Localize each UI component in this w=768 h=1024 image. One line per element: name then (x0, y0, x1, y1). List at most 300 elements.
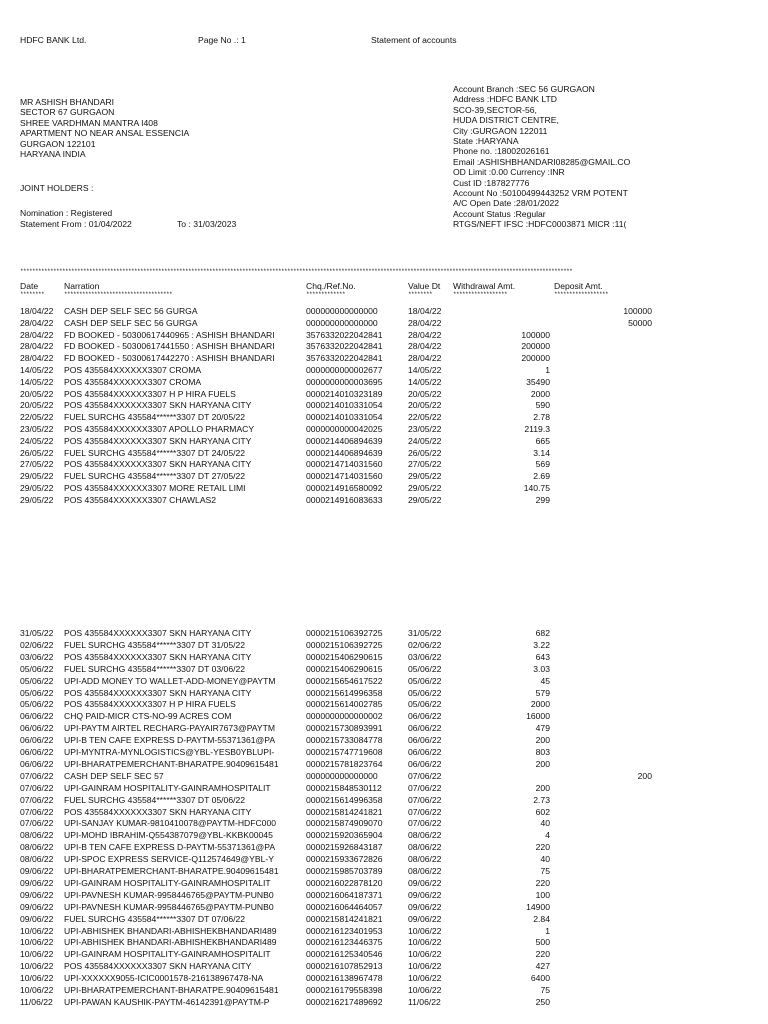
txn-value-date: 08/06/22 (408, 854, 442, 865)
txn-withdrawal: 569 (535, 459, 550, 470)
txn-ref: 0000214406894639 (306, 435, 383, 446)
table-row (0, 771, 768, 782)
txn-narration: POS 435584XXXXXX3307 CROMA (64, 365, 202, 375)
txn-value-date: 10/06/22 (408, 925, 442, 936)
branch-line: Address :HDFC BANK LTD (453, 94, 557, 105)
txn-date: 08/06/22 (20, 854, 54, 865)
txn-narration: POS 435584XXXXXX3307 SKN HARYANA CITY (64, 459, 252, 470)
table-row (0, 471, 768, 482)
branch-line: Account No :50100499443252 VRM POTENT (453, 188, 628, 199)
txn-ref: 0000215106392725 (306, 628, 383, 638)
txn-value-date: 24/05/22 (408, 435, 442, 446)
table-row (0, 448, 768, 459)
txn-date: 10/06/22 (20, 937, 54, 948)
table-row (0, 902, 768, 913)
txn-narration: CASH DEP SELF SEC 56 GURGA (64, 306, 198, 316)
txn-date: 18/04/22 (20, 306, 54, 316)
txn-narration: POS 435584XXXXXX3307 SKN HARYANA CITY (64, 961, 252, 972)
branch-line: RTGS/NEFT IFSC :HDFC0003871 MICR :11( (453, 219, 627, 230)
branch-line: Phone no. :18002026161 (453, 146, 550, 157)
table-row (0, 795, 768, 806)
txn-narration: UPI-PAWAN KAUSHIK-PAYTM-46142391@PAYTM-P (64, 996, 270, 1007)
txn-value-date: 09/06/22 (408, 889, 442, 900)
txn-withdrawal: 427 (535, 961, 550, 972)
txn-value-date: 29/05/22 (408, 494, 442, 505)
txn-date: 08/06/22 (20, 842, 54, 853)
txn-ref: 0000215733084778 (306, 735, 383, 746)
txn-date: 06/06/22 (20, 758, 54, 769)
txn-date: 29/05/22 (20, 494, 54, 505)
txn-date: 10/06/22 (20, 961, 54, 972)
txn-narration: FUEL SURCHG 435584******3307 DT 24/05/22 (64, 447, 246, 458)
txn-narration: CASH DEP SELF SEC 57 (64, 770, 164, 781)
txn-value-date: 08/06/22 (408, 866, 442, 876)
txn-ref: 0000215985703789 (306, 866, 383, 876)
header-withdrawal: Withdrawal Amt. (453, 281, 516, 291)
txn-withdrawal: 479 (535, 723, 550, 734)
txn-narration: UPI-ADD MONEY TO WALLET-ADD-MONEY@PAYTM (64, 675, 276, 686)
txn-ref: 0000216217489692 (306, 996, 383, 1007)
txn-date: 06/06/22 (20, 747, 54, 757)
table-row (0, 890, 768, 901)
txn-value-date: 20/05/22 (408, 388, 442, 399)
txn-value-date: 05/06/22 (408, 663, 442, 674)
customer-line: GURGAON 122101 (20, 138, 96, 149)
txn-ref: 0000216138967478 (306, 973, 383, 984)
txn-ref: 0000216179558398 (306, 985, 383, 995)
txn-date: 20/05/22 (20, 388, 54, 399)
txn-narration: POS 435584XXXXXX3307 CHAWLAS2 (64, 494, 217, 505)
txn-narration: UPI-SANJAY KUMAR-9810410078@PAYTM-HDFC000 (64, 818, 277, 829)
customer-line: SECTOR 67 GURGAON (20, 107, 115, 118)
table-row (0, 747, 768, 758)
txn-date: 24/05/22 (20, 435, 54, 446)
branch-line: Cust ID :187827776 (453, 177, 530, 188)
txn-date: 27/05/22 (20, 459, 54, 470)
txn-narration: UPI-PAVNESH KUMAR-9958446765@PAYTM-PUNB0 (64, 889, 274, 900)
txn-withdrawal: 299 (535, 494, 550, 505)
txn-narration: POS 435584XXXXXX3307 SKN HARYANA CITY (64, 687, 252, 698)
txn-withdrawal: 1 (545, 925, 550, 936)
txn-value-date: 31/05/22 (408, 628, 442, 638)
txn-ref: 0000215106392725 (306, 639, 383, 650)
table-row (0, 412, 768, 423)
txn-value-date: 26/05/22 (408, 447, 442, 458)
txn-narration: FD BOOKED - 50300617441550 : ASHISH BHANDARI (64, 341, 275, 352)
txn-withdrawal: 16000 (526, 711, 550, 722)
header-value-date: Value Dt (408, 281, 441, 291)
txn-withdrawal: 200 (535, 735, 550, 746)
table-row (0, 676, 768, 687)
txn-withdrawal: 40 (540, 818, 550, 829)
txn-date: 14/05/22 (20, 376, 54, 387)
txn-withdrawal: 35490 (526, 376, 550, 387)
txn-ref: 0000216064464057 (306, 901, 383, 912)
table-row (0, 664, 768, 675)
txn-narration: POS 435584XXXXXX3307 SKN HARYANA CITY (64, 651, 252, 662)
txn-withdrawal: 4 (545, 830, 550, 841)
txn-value-date: 07/06/22 (408, 770, 442, 781)
table-row (0, 365, 768, 376)
txn-narration: POS 435584XXXXXX3307 MORE RETAIL LIMI (64, 483, 246, 493)
table-row (0, 483, 768, 494)
txn-date: 10/06/22 (20, 973, 54, 984)
txn-value-date: 07/06/22 (408, 806, 442, 817)
txn-withdrawal: 590 (535, 400, 550, 411)
table-row (0, 424, 768, 435)
txn-date: 29/05/22 (20, 483, 54, 493)
table-row (0, 830, 768, 841)
txn-withdrawal: 75 (540, 866, 550, 876)
txn-ref: 000000000000000 (306, 306, 378, 316)
txn-date: 05/06/22 (20, 687, 54, 698)
txn-value-date: 06/06/22 (408, 723, 442, 734)
txn-value-date: 14/05/22 (408, 376, 442, 387)
txn-ref: 0000215926843187 (306, 842, 383, 853)
txn-value-date: 09/06/22 (408, 877, 442, 888)
txn-withdrawal: 3.03 (533, 663, 550, 674)
txn-ref: 0000216125340546 (306, 949, 383, 960)
txn-date: 11/06/22 (20, 996, 53, 1007)
underline-deposit: ****************** (554, 291, 609, 298)
table-row (0, 436, 768, 447)
txn-narration: FUEL SURCHG 435584******3307 DT 07/06/22 (64, 913, 246, 924)
txn-date: 29/05/22 (20, 471, 54, 482)
txn-value-date: 10/06/22 (408, 961, 442, 972)
txn-ref: 0000215848530112 (306, 782, 382, 793)
txn-withdrawal: 40 (540, 854, 550, 865)
txn-date: 23/05/22 (20, 424, 54, 434)
txn-ref: 0000000000003695 (306, 376, 383, 387)
txn-value-date: 11/06/22 (408, 996, 441, 1007)
txn-value-date: 05/06/22 (408, 687, 442, 698)
table-row (0, 973, 768, 984)
txn-ref: 0000214010323189 (306, 388, 383, 399)
header-ref: Chq./Ref.No. (306, 281, 356, 291)
txn-value-date: 28/04/22 (408, 329, 442, 340)
table-row (0, 318, 768, 329)
txn-value-date: 07/06/22 (408, 782, 442, 793)
txn-value-date: 20/05/22 (408, 400, 442, 411)
txn-narration: POS 435584XXXXXX3307 SKN HARYANA CITY (64, 806, 252, 817)
txn-narration: UPI-PAVNESH KUMAR-9958446765@PAYTM-PUNB0 (64, 901, 274, 912)
table-row (0, 937, 768, 948)
table-row (0, 495, 768, 506)
txn-ref: 0000214916580092 (306, 483, 383, 493)
customer-line: HARYANA INDIA (20, 149, 86, 160)
txn-withdrawal: 2000 (530, 699, 550, 710)
txn-withdrawal: 75 (540, 985, 550, 995)
statement-from: Statement From : 01/04/2022 (20, 219, 132, 229)
txn-withdrawal: 2.78 (533, 412, 550, 423)
txn-date: 02/06/22 (20, 639, 54, 650)
table-row (0, 735, 768, 746)
txn-ref: 3576332022042841 (306, 353, 383, 364)
txn-ref: 000000000000000 (306, 317, 378, 328)
txn-withdrawal: 2.84 (533, 913, 550, 924)
txn-narration: UPI-ABHISHEK BHANDARI-ABHISHEKBHANDARI489 (64, 937, 277, 948)
table-row (0, 914, 768, 925)
table-row (0, 807, 768, 818)
txn-value-date: 05/06/22 (408, 699, 442, 710)
underline-withdrawal: ****************** (453, 291, 508, 298)
txn-withdrawal: 220 (535, 842, 550, 853)
txn-date: 10/06/22 (20, 925, 54, 936)
table-row (0, 652, 768, 663)
txn-narration: UPI-B TEN CAFE EXPRESS D-PAYTM-55371361@PA (64, 735, 276, 746)
txn-date: 08/06/22 (20, 830, 54, 841)
table-row (0, 985, 768, 996)
table-row (0, 866, 768, 877)
table-row (0, 400, 768, 411)
branch-line: Email :ASHISHBHANDARI08285@GMAIL.CO (453, 156, 631, 167)
txn-ref: 0000216107852913 (306, 961, 383, 972)
txn-withdrawal: 803 (535, 747, 550, 757)
txn-withdrawal: 200000 (521, 353, 550, 364)
underline-value-date: ******** (408, 291, 433, 298)
bank-name: HDFC BANK Ltd. (20, 35, 87, 45)
txn-narration: POS 435584XXXXXX3307 H P HIRA FUELS (64, 699, 236, 710)
txn-date: 06/06/22 (20, 735, 54, 746)
branch-line: OD Limit :0.00 Currency :INR (453, 167, 565, 178)
txn-date: 07/06/22 (20, 806, 54, 817)
txn-narration: UPI-PAYTM AIRTEL RECHARG-PAYAIR7673@PAYTM (64, 723, 276, 734)
table-row (0, 949, 768, 960)
table-row (0, 711, 768, 722)
branch-line: State :HARYANA (453, 136, 519, 147)
table-row (0, 961, 768, 972)
txn-withdrawal: 500 (535, 937, 550, 948)
txn-value-date: 10/06/22 (408, 937, 442, 948)
transactions-bottom (0, 628, 768, 1024)
txn-value-date: 10/06/22 (408, 973, 442, 984)
txn-narration: UPI-B TEN CAFE EXPRESS D-PAYTM-55371361@PA (64, 842, 276, 853)
txn-withdrawal: 200 (535, 758, 550, 769)
txn-value-date: 07/06/22 (408, 794, 442, 805)
txn-narration: UPI-MYNTRA-MYNLOGISTICS@YBL-YESB0YBLUPI- (64, 747, 275, 757)
txn-deposit: 100000 (623, 306, 652, 316)
txn-date: 31/05/22 (20, 628, 54, 638)
table-row (0, 341, 768, 352)
txn-ref: 0000214010331054 (306, 412, 383, 423)
txn-narration: POS 435584XXXXXX3307 CROMA (64, 376, 202, 387)
txn-withdrawal: 643 (535, 651, 550, 662)
txn-value-date: 08/06/22 (408, 830, 442, 841)
txn-ref: 3576332022042841 (306, 329, 383, 340)
txn-withdrawal: 100000 (521, 329, 550, 340)
table-row (0, 926, 768, 937)
txn-withdrawal: 3.22 (533, 639, 550, 650)
txn-narration: UPI-BHARATPEMERCHANT-BHARATPE.90409615481 (64, 866, 279, 876)
txn-withdrawal: 2000 (530, 388, 550, 399)
txn-date: 10/06/22 (20, 949, 54, 960)
header-date: Date (20, 281, 39, 291)
txn-narration: POS 435584XXXXXX3307 SKN HARYANA CITY (64, 400, 252, 411)
txn-withdrawal: 2119.3 (524, 424, 550, 434)
txn-value-date: 09/06/22 (408, 901, 442, 912)
txn-value-date: 09/06/22 (408, 913, 442, 924)
txn-date: 10/06/22 (20, 985, 54, 995)
txn-value-date: 06/06/22 (408, 711, 442, 722)
separator-line: **************************************************************************************************************************************************************************************** (20, 268, 573, 275)
txn-value-date: 29/05/22 (408, 483, 442, 493)
customer-address (20, 97, 320, 159)
branch-line: City :GURGAON 122011 (453, 125, 548, 136)
txn-narration: FD BOOKED - 50300617442270 : ASHISH BHANDARI (64, 353, 275, 364)
txn-date: 05/06/22 (20, 675, 54, 686)
txn-date: 28/04/22 (20, 329, 54, 340)
txn-date: 05/06/22 (20, 663, 54, 674)
customer-line: APARTMENT NO NEAR ANSAL ESSENCIA (20, 128, 190, 139)
txn-value-date: 07/06/22 (408, 818, 442, 829)
txn-ref: 0000215406290615 (306, 663, 383, 674)
table-row (0, 997, 768, 1008)
txn-ref: 0000215920365904 (306, 830, 383, 841)
txn-date: 20/05/22 (20, 400, 54, 411)
txn-value-date: 08/06/22 (408, 842, 442, 853)
txn-withdrawal: 200 (535, 782, 550, 793)
txn-date: 22/05/22 (20, 412, 54, 423)
table-row (0, 783, 768, 794)
txn-date: 07/06/22 (20, 782, 54, 793)
txn-ref: 0000216064187371 (306, 889, 383, 900)
txn-withdrawal: 602 (535, 806, 550, 817)
transactions-top (0, 306, 768, 516)
txn-ref: 0000000000000002 (306, 711, 383, 722)
txn-date: 07/06/22 (20, 794, 54, 805)
txn-narration: FD BOOKED - 50300617440965 : ASHISH BHANDARI (64, 329, 275, 340)
txn-date: 07/06/22 (20, 818, 54, 829)
txn-withdrawal: 100 (535, 889, 550, 900)
statement-title: Statement of accounts (371, 35, 457, 45)
txn-date: 05/06/22 (20, 699, 54, 710)
txn-value-date: 06/06/22 (408, 758, 442, 769)
txn-value-date: 06/06/22 (408, 735, 442, 746)
txn-ref: 0000000000002677 (306, 365, 383, 375)
txn-withdrawal: 579 (535, 687, 550, 698)
txn-withdrawal: 1 (545, 365, 550, 375)
txn-narration: UPI-ABHISHEK BHANDARI-ABHISHEKBHANDARI489 (64, 925, 277, 936)
txn-value-date: 14/05/22 (408, 365, 442, 375)
txn-withdrawal: 3.14 (533, 447, 550, 458)
branch-line: HUDA DISTRICT CENTRE, (453, 115, 559, 126)
txn-value-date: 27/05/22 (408, 459, 442, 470)
txn-value-date: 22/05/22 (408, 412, 442, 423)
branch-line: SCO-39,SECTOR-56, (453, 104, 537, 115)
txn-narration: UPI-BHARATPEMERCHANT-BHARATPE.90409615481 (64, 985, 279, 995)
header-narration: Narration (64, 281, 100, 291)
txn-date: 06/06/22 (20, 723, 54, 734)
txn-value-date: 28/04/22 (408, 317, 442, 328)
table-row (0, 723, 768, 734)
underline-ref: ************* (306, 291, 346, 298)
header-deposit: Deposit Amt. (554, 281, 603, 291)
txn-value-date: 29/05/22 (408, 471, 442, 482)
txn-date: 09/06/22 (20, 901, 54, 912)
table-row (0, 699, 768, 710)
txn-withdrawal: 682 (535, 628, 550, 638)
txn-narration: FUEL SURCHG 435584******3307 DT 20/05/22 (64, 412, 246, 423)
table-row (0, 688, 768, 699)
joint-holders: JOINT HOLDERS : (20, 183, 94, 193)
table-header (0, 281, 768, 292)
txn-narration: FUEL SURCHG 435584******3307 DT 31/05/22 (64, 639, 246, 650)
txn-narration: FUEL SURCHG 435584******3307 DT 03/06/22 (64, 663, 246, 674)
branch-line: Account Status :Regular (453, 208, 546, 219)
txn-date: 09/06/22 (20, 889, 54, 900)
txn-narration: UPI-XXXXXX9055-ICIC0001578-216138967478-NA (64, 973, 264, 984)
table-row (0, 389, 768, 400)
table-row (0, 459, 768, 470)
txn-ref: 3576332022042841 (306, 341, 383, 352)
txn-value-date: 10/06/22 (408, 985, 442, 995)
txn-narration: POS 435584XXXXXX3307 APOLLO PHARMACY (64, 424, 255, 434)
txn-withdrawal: 200000 (521, 341, 550, 352)
txn-withdrawal: 140.75 (523, 483, 550, 493)
branch-line: Account Branch :SEC 56 GURGAON (453, 84, 595, 94)
table-row (0, 818, 768, 829)
txn-narration: UPI-GAINRAM HOSPITALITY-GAINRAMHOSPITALIT (64, 949, 271, 960)
txn-deposit: 50000 (628, 317, 652, 328)
txn-ref: 0000215874909070 (306, 818, 383, 829)
txn-ref: 0000216022878120 (306, 877, 383, 888)
txn-ref: 0000216123401953 (306, 925, 383, 936)
table-row (0, 842, 768, 853)
customer-line: MR ASHISH BHANDARI (20, 97, 115, 107)
txn-date: 09/06/22 (20, 913, 54, 924)
table-row (0, 878, 768, 889)
txn-ref: 0000214406894639 (306, 447, 383, 458)
txn-date: 07/06/22 (20, 770, 54, 781)
txn-ref: 0000215730893991 (306, 723, 383, 734)
txn-narration: FUEL SURCHG 435584******3307 DT 05/06/22 (64, 794, 246, 805)
branch-info (453, 84, 768, 230)
txn-value-date: 05/06/22 (408, 675, 442, 686)
underline-narration: ************************************ (64, 291, 173, 298)
txn-narration: UPI-BHARATPEMERCHANT-BHARATPE.90409615481 (64, 758, 279, 769)
txn-value-date: 28/04/22 (408, 353, 442, 364)
txn-date: 26/05/22 (20, 447, 54, 458)
txn-value-date: 03/06/22 (408, 651, 442, 662)
branch-line: A/C Open Date :28/01/2022 (453, 198, 560, 209)
txn-ref: 0000215614996358 (306, 794, 383, 805)
txn-ref: 0000215814241821 (306, 806, 383, 817)
txn-ref: 0000215781823764 (306, 758, 383, 769)
underline-date: ******** (20, 291, 45, 298)
txn-narration: UPI-GAINRAM HOSPITALITY-GAINRAMHOSPITALIT (64, 877, 271, 888)
txn-ref: 0000215747719608 (306, 747, 383, 757)
table-row (0, 306, 768, 317)
table-row (0, 330, 768, 341)
table-row (0, 628, 768, 639)
txn-date: 09/06/22 (20, 866, 54, 876)
txn-withdrawal: 6400 (530, 973, 550, 984)
txn-value-date: 18/04/22 (408, 306, 442, 316)
txn-narration: POS 435584XXXXXX3307 H P HIRA FUELS (64, 388, 236, 399)
txn-value-date: 23/05/22 (408, 424, 442, 434)
table-row (0, 854, 768, 865)
txn-ref: 000000000000000 (306, 770, 378, 781)
nomination: Nomination : Registered (20, 208, 113, 218)
txn-deposit: 200 (637, 770, 652, 781)
txn-ref: 0000215654617522 (306, 675, 383, 686)
txn-withdrawal: 665 (535, 435, 550, 446)
txn-withdrawal: 45 (540, 675, 550, 686)
table-row (0, 759, 768, 770)
txn-date: 28/04/22 (20, 341, 54, 352)
txn-date: 28/04/22 (20, 317, 54, 328)
txn-date: 14/05/22 (20, 365, 54, 375)
